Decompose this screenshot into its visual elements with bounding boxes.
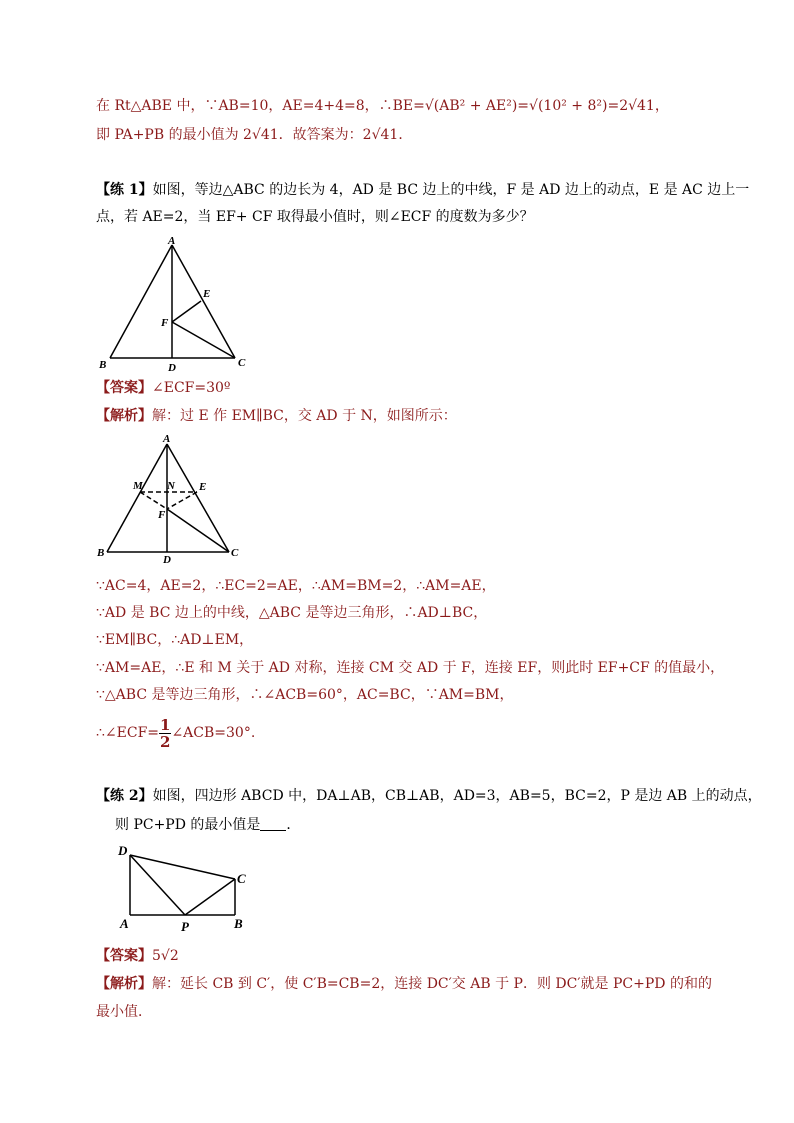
step-line: ∵AM=AE，∴E 和 M 关于 AD 对称，连接 CM 交 AD 于 F，连接 EF，则此时 EF+CF 的值最小， xyxy=(96,660,725,676)
vertex-label: F xyxy=(161,317,169,329)
analysis-text: 解：延长 CB 到 C′，使 C′B=CB=2，连接 DC′交 AB 于 P．则 DC′就是 PC+PD 的和的 xyxy=(152,976,712,992)
vertex-label: P xyxy=(181,919,189,934)
vertex-label: F xyxy=(158,509,166,521)
figure-triangle-2 xyxy=(95,432,255,572)
answer-tag: 【答案】 xyxy=(96,380,152,396)
figure-triangle-1 xyxy=(95,233,255,373)
answer-value: 5√2 xyxy=(152,948,179,964)
analysis-line xyxy=(96,406,457,426)
vertex-label: C xyxy=(238,357,246,369)
step-line: ∵△ABC 是等边三角形，∴∠ACB=60°，AC=BC，∵AM=BM， xyxy=(96,687,514,703)
final-step-prefix: ∴∠ECF= xyxy=(96,725,160,741)
figure-quadrilateral xyxy=(110,840,270,935)
vertex-label: E xyxy=(199,481,207,493)
fraction-numerator: 1 xyxy=(160,715,171,734)
analysis-line: 最小值． xyxy=(96,1004,152,1020)
analysis-tag: 【解析】 xyxy=(96,976,152,992)
vertex-label: A xyxy=(120,916,129,931)
vertex-label: D xyxy=(118,843,128,858)
question-line: 点，若 AE=2，当 EF+ CF 取得最小值时，则∠ECF 的度数为多少？ xyxy=(96,209,534,225)
vertex-label: E xyxy=(203,288,211,300)
vertex-label: C xyxy=(237,871,246,886)
fraction xyxy=(159,717,171,750)
analysis-text: 解：过 E 作 EM∥BC，交 AD 于 N，如图所示： xyxy=(152,408,457,424)
analysis-line xyxy=(96,974,712,994)
question-text: 则 PC+PD 的最小值是 xyxy=(115,817,261,833)
step-line: ∵EM∥BC，∴AD⊥EM， xyxy=(96,632,254,648)
answer-tag: 【答案】 xyxy=(96,948,152,964)
question-line: 如图，等边△ABC 的边长为 4，AD 是 BC 边上的中线，F 是 AD 边上的动点，E 是 AC 边上一 xyxy=(152,182,750,198)
fraction-denominator: 2 xyxy=(160,732,171,751)
answer-line xyxy=(96,378,231,398)
vertex-label: D xyxy=(163,554,171,566)
text-line: 即 PA+PB 的最小值为 2√41．故答案为：2√41． xyxy=(96,127,413,143)
answer-line xyxy=(96,946,179,966)
answer-blank xyxy=(260,817,286,831)
exercise-1-question xyxy=(96,180,749,200)
step-line: ∵AC=4，AE=2，∴EC=2=AE，∴AM=BM=2，∴AM=AE， xyxy=(96,578,496,594)
vertex-label: B xyxy=(97,547,105,559)
final-step-line xyxy=(96,716,255,750)
answer-value: ∠ECF=30º xyxy=(152,380,231,396)
question-line xyxy=(115,815,300,835)
vertex-label: A xyxy=(163,433,171,445)
vertex-label: B xyxy=(234,916,243,931)
vertex-label: C xyxy=(231,547,239,559)
vertex-label: A xyxy=(168,235,176,247)
step-line: ∵AD 是 BC 边上的中线，△ABC 是等边三角形，∴AD⊥BC， xyxy=(96,605,488,621)
exercise-tag: 【练 2】 xyxy=(96,788,153,804)
vertex-label: B xyxy=(99,359,107,371)
question-line: 如图，四边形 ABCD 中，DA⊥AB，CB⊥AB，AD=3，AB=5，BC=2，P 是边 AB 上的动点， xyxy=(152,788,762,804)
text-line: 在 Rt△ABE 中，∵AB=10，AE=4+4=8，∴BE=√(AB² + AE²)=√(10² + 8²)=2√41， xyxy=(96,98,669,114)
final-step-suffix: ∠ACB=30°. xyxy=(171,725,256,741)
analysis-tag: 【解析】 xyxy=(96,408,152,424)
exercise-2-question xyxy=(96,786,762,806)
question-text: ． xyxy=(286,817,301,833)
vertex-label: M xyxy=(133,480,143,492)
exercise-tag: 【练 1】 xyxy=(96,182,153,198)
vertex-label: N xyxy=(167,480,175,492)
vertex-label: D xyxy=(168,362,176,373)
